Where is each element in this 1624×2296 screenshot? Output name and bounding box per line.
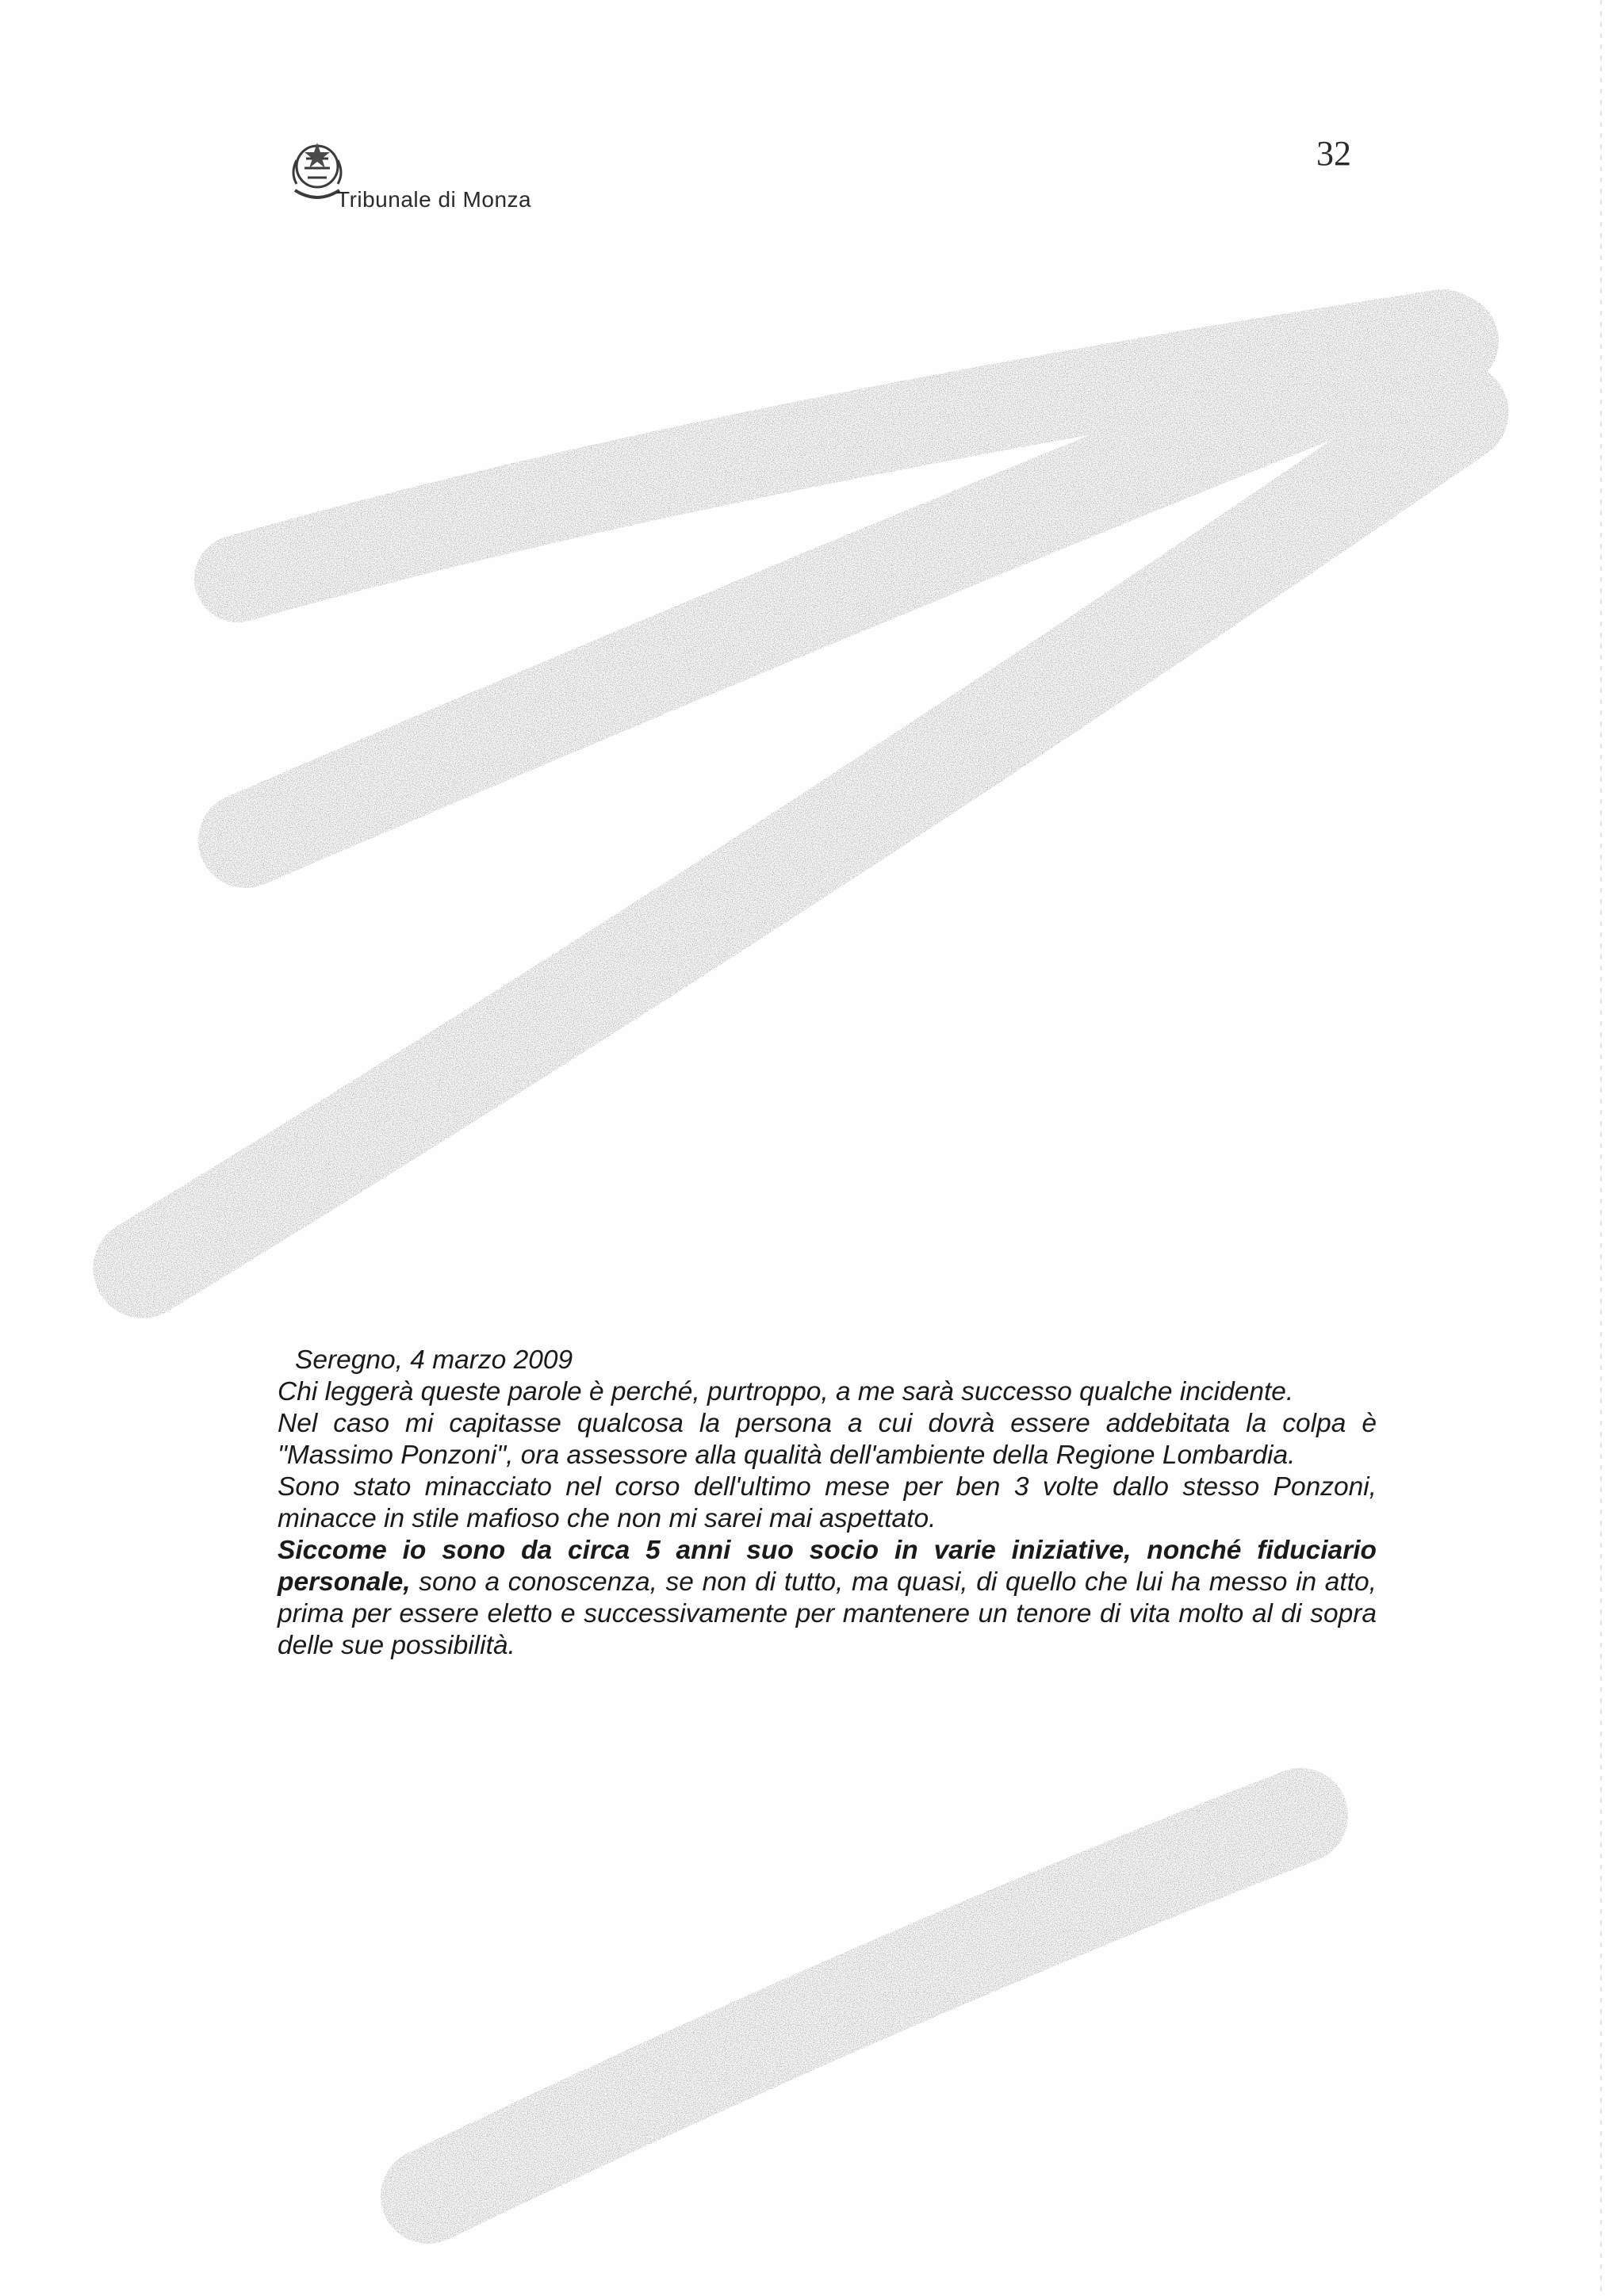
letter-paragraph-3: Sono stato minacciato nel corso dell'ultimo mese per ben 3 volte dallo stesso Ponzoni, minacce in stile mafioso che non mi sarei mai aspettato.	[278, 1472, 1377, 1533]
letter-paragraph-4	[278, 1535, 1377, 1662]
redaction-stroke-1	[238, 333, 1443, 579]
redaction-stroke-2	[246, 341, 1451, 840]
letter-line-1: Chi leggerà queste parole è perché, purtroppo, a me sarà successo qualche incidente.	[278, 1377, 1294, 1406]
page-number: 32	[1316, 134, 1351, 173]
court-name: Tribunale di Monza	[336, 187, 532, 212]
letter-body	[278, 1345, 1377, 1662]
redaction-stroke-4	[428, 1816, 1300, 2196]
letter-paragraph-2: Nel caso mi capitasse qualcosa la persona a cui dovrà essere addebitata la colpa è "Massimo Ponzoni", ora assessore alla qualità dell'ambiente della Regione Lombardia.	[278, 1409, 1377, 1470]
letter-paragraph-4-bold: Siccome io sono da circa 5 anni suo socio in varie iniziative, nonché fiduciario personale,	[278, 1536, 1377, 1597]
letter-date: Seregno, 4 marzo 2009	[295, 1345, 573, 1375]
scan-edge-line	[1600, 0, 1602, 2296]
redaction-stroke-3	[143, 412, 1459, 1269]
letter-paragraph-4-rest: sono a conoscenza, se non di tutto, ma quasi, di quello che lui ha messo in atto, prima per essere eletto e successivamente per mantenere un tenore di vita molto al di sopra delle sue possibilità.	[278, 1567, 1377, 1660]
